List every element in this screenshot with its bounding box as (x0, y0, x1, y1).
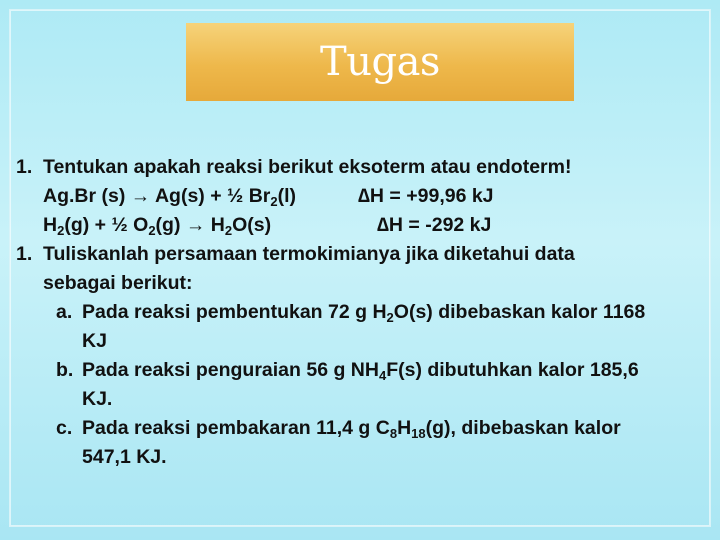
task-list (16, 153, 706, 472)
enthalpy-value: ∆H = -292 kJ (377, 214, 492, 236)
subitem-b (16, 356, 706, 385)
reaction-row-1 (16, 182, 706, 211)
subitem-c (16, 414, 706, 443)
arrow-icon: → (130, 185, 151, 207)
slide-title: Tugas (320, 39, 440, 85)
task-item-1 (16, 153, 706, 182)
subitem-letter: b. (56, 359, 74, 381)
subitem-text-continued: 547,1 KJ. (82, 446, 167, 468)
subitem-letter: a. (56, 301, 73, 323)
title-banner (186, 23, 574, 101)
subitem-text: Pada reaksi pembentukan 72 g $H_2O(s)$ dibebaskan kalor 1168 (82, 301, 646, 325)
task-item-2 (16, 240, 706, 269)
subitem-text-continued: KJ (82, 330, 107, 352)
item-text: Tentukan apakah reaksi berikut eksoterm atau endoterm! (43, 156, 572, 178)
arrow-icon: → (185, 214, 206, 236)
enthalpy-value: ∆H = +99,96 kJ (358, 185, 494, 207)
subitem-text: Pada reaksi pembakaran 11,4 g $C_8H_{18}(g)$, dibebaskan kalor (82, 417, 621, 441)
subitem-letter: c. (56, 417, 73, 439)
reaction-row-2 (16, 211, 706, 240)
item-text-continued: sebagai berikut: (43, 272, 193, 294)
subitem-a (16, 298, 706, 327)
item-number: 1. (16, 243, 33, 265)
item-number: 1. (16, 156, 33, 178)
subitem-text: Pada reaksi penguraian 56 g $NH_4F(s)$ dibutuhkan kalor 185,6 (82, 359, 639, 383)
subitem-text-continued: KJ. (82, 388, 113, 410)
item-text: Tuliskanlah persamaan termokimianya jika diketahui data (43, 243, 575, 265)
reaction-equation: Ag.Br (s) → Ag(s) + ½ $Br_2(l)$ (43, 185, 297, 209)
reaction-equation: $H_2(g)$ + ½ $O_2(g) \to H_2O(s)$ (43, 214, 272, 238)
